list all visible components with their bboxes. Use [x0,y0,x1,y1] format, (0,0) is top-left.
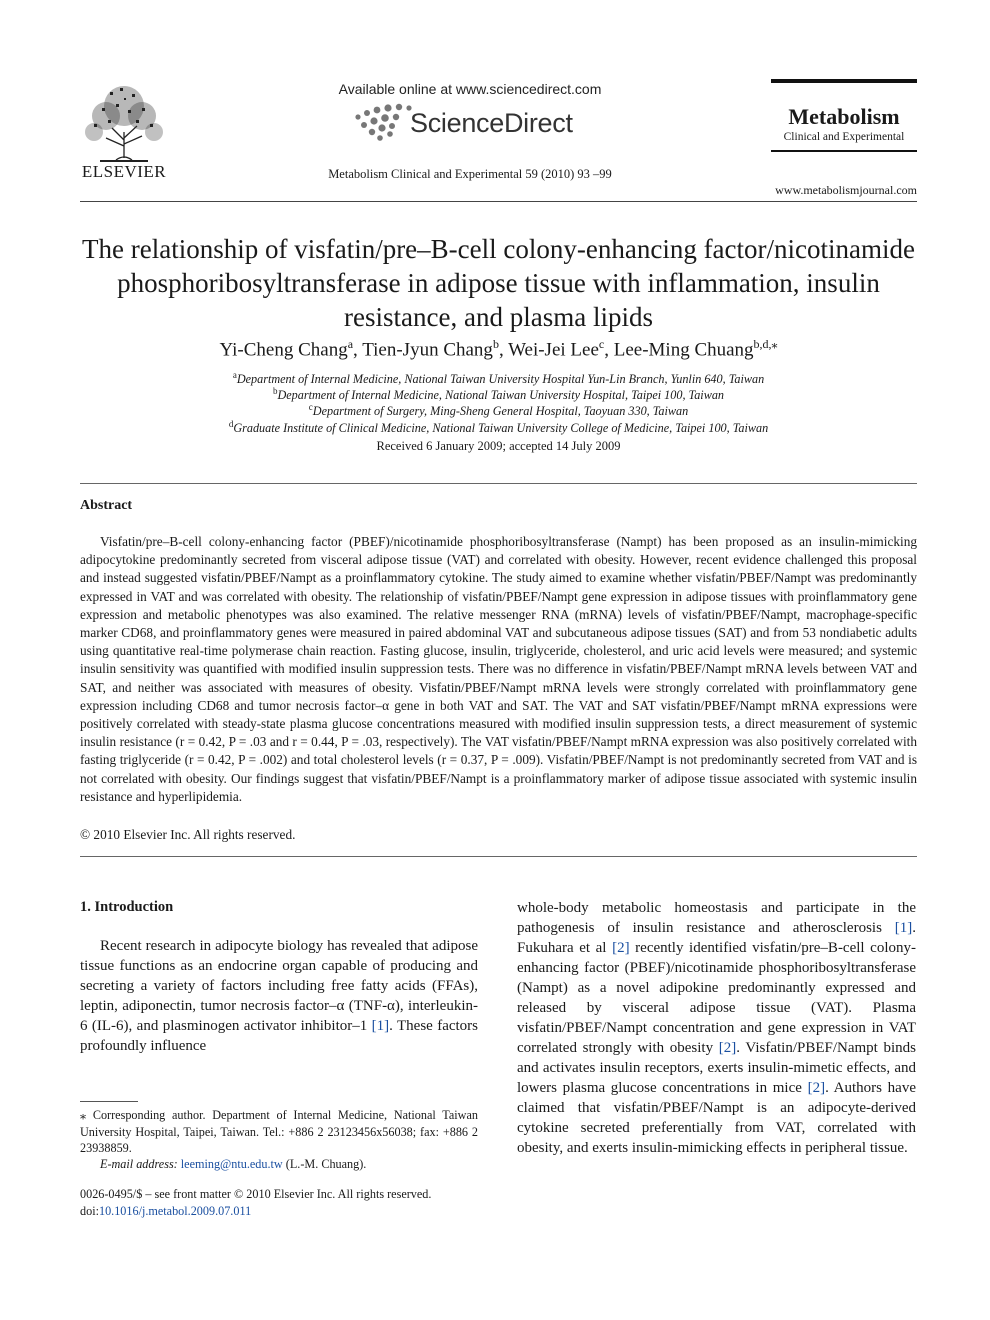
received-dates: Received 6 January 2009; accepted 14 July 2009 [376,439,621,453]
header-divider [80,201,917,202]
body-text: recently identified visfatin/pre–B-cell colony-enhancing factor (PBEF)/nicotinamide phosphoribosyltransferase (Nampt) as a novel adipokine predominantly expressed and released by visceral adipose tissue (VAT). Plasma visfatin/PBEF/Nampt concentration and gene expression in VAT correlated strongly with obesity [517,940,916,1056]
abstract-text: Visfatin/pre–B-cell colony-enhancing factor (PBEF)/nicotinamide phosphoribosyltransferase (Nampt) has been proposed as an insulin-mimicking adipocytokine predominantly secreted from visceral adipose tissue (VAT) and correlated with obesity. However, recent evidence challenged this proposal and instead suggested visfatin/PBEF/Nampt as a proinflammatory cytokine. The study aimed to examine whether visfatin/PBEF/Nampt was predominantly expressed in VAT and was correlated with obesity. The relationship of visfatin/PBEF/Nampt gene expression in adipose tissues with proinflammatory gene expression and metabolic phenotypes was also examined. The relative messenger RNA (mRNA) levels of visfatin/PBEF/Nampt, macrophage-specific marker CD68, and proinflammatory genes were measured in paired abdominal VAT and subcutaneous adipose tissues (SAT) and from 53 nondiabetic adults using quantitative real-time polymerase chain reaction. Fasting glucose, insulin, triglyceride, cholesterol, and uric acid levels were measured; and systemic insulin sensitivity was quantified with modified insulin suppression tests. There was no difference in visfatin/PBEF/Nampt mRNA levels between VAT and SAT, and neither was associated with measures of obesity. Visfatin/PBEF/Nampt mRNA levels were strongly correlated with proinflammatory gene expression including CD68 and tumor necrosis factor–α gene in both VAT and SAT. The VAT and SAT visfatin/PBEF/Nampt mRNA expressions were positively correlated with steady-state plasma glucose concentrations measured with modified insulin suppression tests, a direct measurement of systemic insulin resistance (r = 0.42, P = .03 and r = 0.44, P = .03, respectively). The VAT visfatin/PBEF/Nampt mRNA expression was also positively correlated with fasting triglyceride (r = 0.42, P = .002) and total cholesterol levels (r = 0.37, P = .009). Visfatin/PBEF/Nampt is not predominantly secreted from VAT and is not correlated with obesity. Our findings suggest that visfatin/PBEF/Nampt is a proinflammatory marker of adipose tissue associated with systemic insulin resistance and hyperlipidemia. [80,534,917,804]
affiliation [80,370,917,387]
affiliation-text: Department of Internal Medicine, National Taiwan University Hospital, Taipei 100, Taiwan [277,388,725,403]
affiliation-sup: d [228,419,234,429]
affiliation-sup: a [232,370,237,380]
intro-right-column [517,898,916,1158]
affiliation-sup: c [308,402,313,412]
citation-link[interactable]: [2] [807,1080,826,1096]
body-text: . These factors profoundly influence [80,1018,479,1054]
doi-label: doi: [80,1204,99,1218]
affiliation-text: Department of Surgery, Ming-Sheng General Hospital, Taoyuan 330, Taiwan [312,404,689,419]
elsevier-wordmark: ELSEVIER [81,162,167,181]
journal-brand-subtitle: Clinical and Experimental [783,131,905,143]
citation-link[interactable]: [1] [371,1018,390,1034]
email-owner: (L.-M. Chuang). [282,1157,367,1171]
sciencedirect-wordmark[interactable]: ScienceDirect [410,108,573,138]
journal-url-link[interactable]: www.metabolismjournal.com [775,183,917,197]
doi-link[interactable]: 10.1016/j.metabol.2009.07.011 [98,1204,252,1218]
body-text: whole-body metabolic homeostasis and participate in the pathogenesis of insulin resistance and atherosclerosis [517,900,916,936]
abstract-copyright: © 2010 Elsevier Inc. All rights reserved. [80,827,296,842]
citation-link[interactable]: [2] [612,940,630,956]
author-name: Wei-Jei Lee [508,339,599,361]
affiliation [80,386,917,403]
author-name: Yi-Cheng Chang [219,339,348,361]
affiliation-text: Department of Internal Medicine, National Taiwan University Hospital Yun-Lin Branch, Yunlin 640, Taiwan [236,372,765,387]
author-list: Yi-Cheng Chang$^a$, Tien-Jyun Chang$^b$, Wei-Jei Lee$^c$, Lee-Ming Chuang$^{b,d,⁎}$ [219,337,778,361]
brand-rule-bottom [771,150,917,152]
email-label: E-mail address: [100,1157,178,1171]
body-text: . Authors have claimed that visfatin/PBEF/Nampt is an adipocyte-derived cytokine secreted preferentially from VAT, correlated with obesity, and exerts insulin-mimicking effects in peripheral tissue. [517,1080,916,1156]
email-link[interactable]: leeming@ntu.edu.tw [180,1157,283,1171]
body-text: . Fukuhara et al [517,920,916,956]
brand-rule-top [771,79,917,83]
email-note [80,1157,498,1172]
abstract-divider-top [80,483,917,484]
author-name: Tien-Jyun Chang [362,339,493,361]
citation-link[interactable]: [1] [894,920,913,936]
issn-doi-block [80,1186,478,1220]
available-online-link[interactable]: Available online at www.sciencedirect.com [338,81,602,97]
abstract-heading: Abstract [80,498,133,513]
affiliation-text: Graduate Institute of Clinical Medicine, National Taiwan University College of Medicine, Taipei 100, Taiwan [233,421,769,436]
issn-line: 0026-0495/$ – see front matter © 2010 Elsevier Inc. All rights reserved. [80,1187,432,1201]
author-affil-sup: a [347,337,354,351]
affiliation [80,419,917,436]
section-heading-introduction: 1. Introduction [80,899,174,915]
intro-left-column [80,936,478,1056]
body-text: . Visfatin/PBEF/Nampt binds and activates insulin receptors, exerts insulin-mimetic effects, and lowers plasma glucose concentrations in mice [517,1040,917,1096]
author-affil-sup: b [492,337,499,351]
article-title: The relationship of visfatin/pre–B-cell colony-enhancing factor/nicotinamide phosphoribosyltransferase in adipose tissue with inflammation, insulin resistance, and plasma lipids [82,234,915,332]
author-name: Lee-Ming Chuang [613,339,754,361]
affiliation-sup: b [272,386,278,396]
citation-link[interactable]: [2] [718,1040,737,1056]
corresponding-author-note: ⁎ Corresponding author. Department of Internal Medicine, National Taiwan University Hospital, Taipei, Taiwan. Tel.: +886 2 23123456x56038; fax: +886 2 23938859. [80,1108,478,1155]
abstract-divider-bottom [80,856,917,857]
journal-citation: Metabolism Clinical and Experimental 59 (2010) 93 –99 [328,167,612,181]
affiliation [80,402,917,419]
body-text: Recent research in adipocyte biology has revealed that adipose tissue functions as an endocrine organ capable of producing and secreting a variety of factors including free fatty acids (FFAs), leptin, adiponectin, tumor necrosis factor–α (TNF-α), interleukin-6 (IL-6), and plasminogen activator inhibitor–1 [80,938,478,1034]
journal-brand-name: Metabolism [788,104,900,129]
author-affil-sup: b,d,⁎ [753,337,778,351]
footnote-rule [80,1101,138,1102]
author-affil-sup: c [598,337,605,351]
doi-line [80,1203,478,1220]
